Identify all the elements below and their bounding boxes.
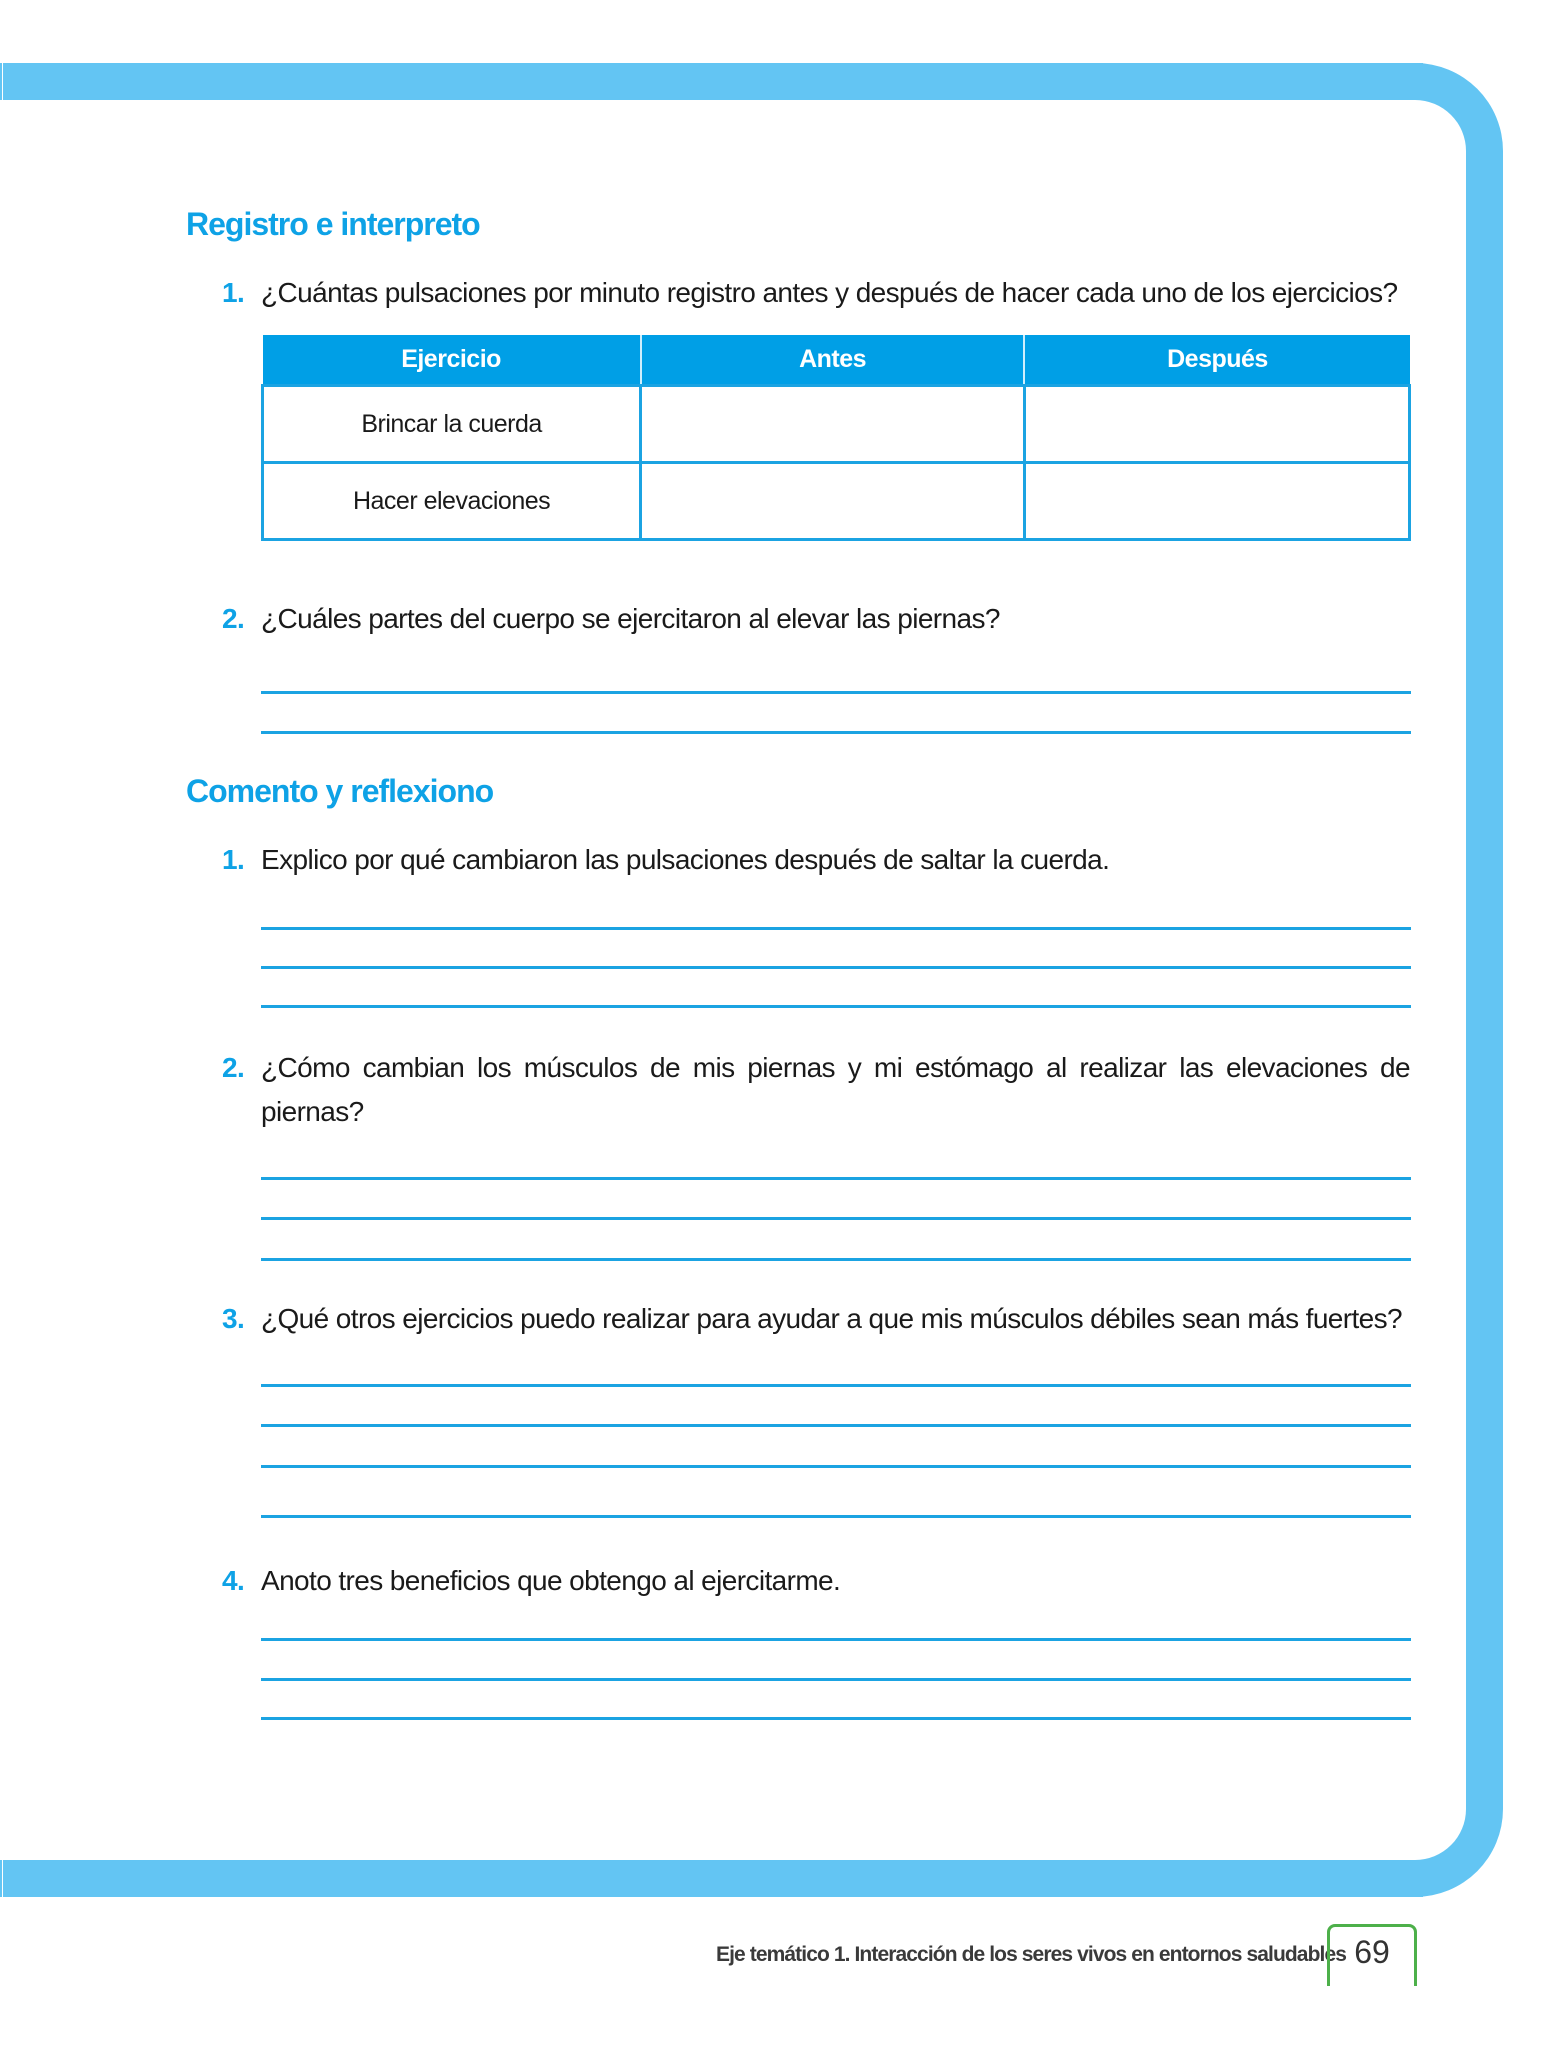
- table-row: [263, 463, 1410, 540]
- answer-line[interactable]: [261, 691, 1411, 694]
- answer-line[interactable]: [261, 731, 1411, 734]
- page-number: 69: [1354, 1934, 1390, 1970]
- exercise-cell: Brincar la cuerda: [263, 386, 641, 463]
- question-2: [222, 597, 1410, 641]
- answer-line[interactable]: [261, 1217, 1411, 1220]
- reflection-question-4: [222, 1559, 1410, 1603]
- question-text: Anoto tres beneficios que obtengo al ejercitarme.: [261, 1565, 841, 1596]
- frame-bottom-band: [3, 1860, 1423, 1897]
- answer-line[interactable]: [261, 1258, 1411, 1261]
- answer-line[interactable]: [261, 1638, 1411, 1641]
- question-number: 2.: [222, 603, 245, 634]
- question-text: ¿Cuántas pulsaciones por minuto registro antes y después de hacer cada uno de los ejercicios?: [261, 277, 1398, 308]
- answer-line[interactable]: [261, 1515, 1411, 1518]
- question-text: Explico por qué cambiaron las pulsaciones después de saltar la cuerda.: [261, 844, 1110, 875]
- despues-input-cell[interactable]: [1024, 386, 1409, 463]
- header-ejercicio: Ejercicio: [263, 335, 641, 386]
- answer-line[interactable]: [261, 1005, 1411, 1008]
- pulse-table: [261, 335, 1411, 541]
- table-row: [263, 386, 1410, 463]
- answer-line[interactable]: [261, 1384, 1411, 1387]
- page-number-box: [1327, 1924, 1417, 1986]
- answer-line[interactable]: [261, 927, 1411, 930]
- header-antes: Antes: [641, 335, 1025, 386]
- frame-left-edge-top: [0, 63, 2, 100]
- answer-line[interactable]: [261, 1177, 1411, 1180]
- section-title-registro: Registro e interpreto: [186, 206, 480, 242]
- question-text: ¿Cuáles partes del cuerpo se ejercitaron al elevar las piernas?: [261, 603, 1000, 634]
- section-title-comento: Comento y reflexiono: [186, 773, 494, 809]
- question-number: 1.: [222, 844, 245, 875]
- answer-line[interactable]: [261, 1465, 1411, 1468]
- header-despues: Después: [1024, 335, 1409, 386]
- despues-input-cell[interactable]: [1024, 463, 1409, 540]
- question-number: 4.: [222, 1565, 245, 1596]
- footer-chapter-title: Eje temático 1. Interacción de los seres vivos en entornos saludables: [716, 1943, 1346, 1966]
- question-text: ¿Cómo cambian los músculos de mis piernas y mi estómago al realizar las elevaciones de piernas?: [261, 1052, 1410, 1127]
- table-header-row: [263, 335, 1410, 386]
- answer-line[interactable]: [261, 966, 1411, 969]
- antes-input-cell[interactable]: [641, 386, 1025, 463]
- reflection-question-2: [222, 1046, 1410, 1134]
- answer-line[interactable]: [261, 1424, 1411, 1427]
- question-number: 3.: [222, 1303, 245, 1334]
- answer-line[interactable]: [261, 1678, 1411, 1681]
- reflection-question-1: [222, 838, 1410, 882]
- question-number: 1.: [222, 277, 245, 308]
- antes-input-cell[interactable]: [641, 463, 1025, 540]
- question-1: [222, 271, 1410, 315]
- reflection-question-3: [222, 1297, 1410, 1341]
- answer-line[interactable]: [261, 1717, 1411, 1720]
- exercise-cell: Hacer elevaciones: [263, 463, 641, 540]
- question-text: ¿Qué otros ejercicios puedo realizar para ayudar a que mis músculos débiles sean más fuertes?: [261, 1303, 1403, 1334]
- question-number: 2.: [222, 1052, 245, 1083]
- frame-left-edge-bottom: [0, 1860, 2, 1897]
